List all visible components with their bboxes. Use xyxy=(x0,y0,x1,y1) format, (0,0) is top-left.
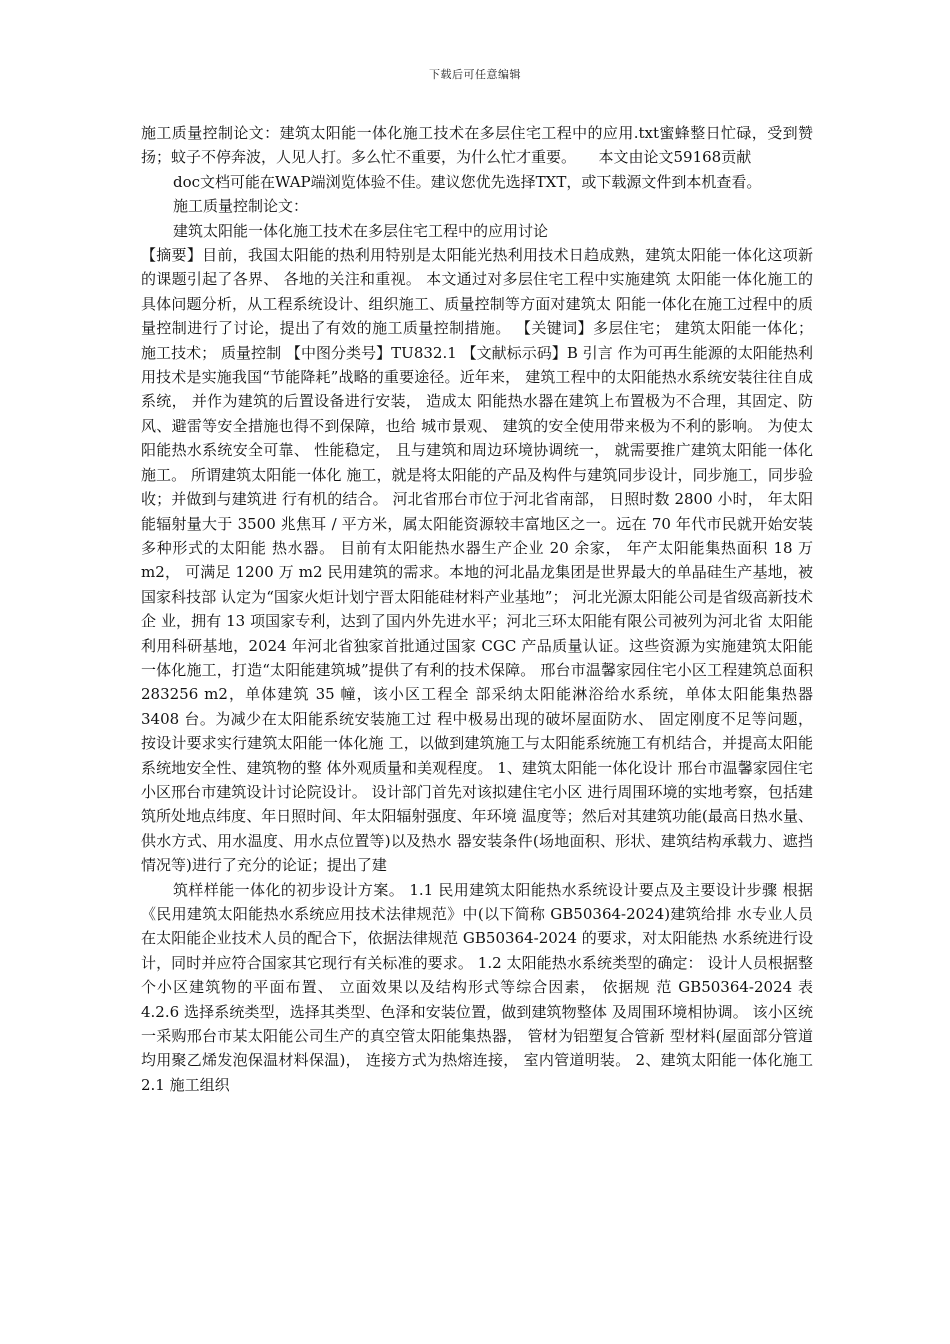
document-body xyxy=(141,121,813,1097)
paper-title-line1: 施工质量控制论文： xyxy=(173,197,309,216)
doc-note: doc文档可能在WAP端浏览体验不佳。建议您优先选择TXT，或下载源文件到本机查看。 xyxy=(173,172,762,191)
paper-title-line2: 建筑太阳能一体化施工技术在多层住宅工程中的应用讨论 xyxy=(173,221,549,240)
body-paragraph: 筑样样能一体化的初步设计方案。 1.1 民用建筑太阳能热水系统设计要点及主要设计步骤 根据《民用建筑太阳能热水系统应用技术法律规范》中(以下简称 GB50364-2024)建筑给排 水专业人员在太阳能企业技术人员的配合下，依据法律规范 GB50364-2024 的要求，对太阳能热 水系统进行设计，同时并应符合国家其它现行有关标准的要求。 1.2 太阳能热水系统类型的确定： 设计人员根据整个小区建筑物的平面布置、 立面效果以及结构形式等综合因素， 依据规 范 GB50364-2024 表 4.2.6 选择系统类型，选择其类型、色泽和安装位置，做到建筑物整体 及周围环境相协调。 该小区统一采购邢台市某太阳能公司生产的真空管太阳能集热器， 管材为铝塑复合管新 型材料(屋面部分管道均用聚乙烯发泡保温材料保温)， 连接方式为热熔连接， 室内管道明装。 2、建筑太阳能一体化施工 2.1 施工组织 xyxy=(141,880,813,1094)
page-header: 下载后可任意编辑 xyxy=(429,68,521,81)
intro-paragraph: 施工质量控制论文：建筑太阳能一体化施工技术在多层住宅工程中的应用.txt蜜蜂整日忙碌，受到赞扬；蚊子不停奔波，人见人打。多么忙不重要，为什么忙才重要。 本文由论文59168贡献 xyxy=(141,124,813,167)
abstract-paragraph: 【摘要】目前，我国太阳能的热利用特别是太阳能光热利用技术日趋成熟，建筑太阳能一体化这项新的课题引起了各界、 各地的关注和重视。 本文通过对多层住宅工程中实施建筑 太阳能一体化施工的具体问题分析，从工程系统设计、组织施工、质量控制等方面对建筑太 阳能一体化在施工过程中的质量控制进行了讨论，提出了有效的施工质量控制措施。 【关键词】多层住宅； 建筑太阳能一体化； 施工技术； 质量控制 【中图分类号】TU832.1 【文献标示码】B 引言 作为可再生能源的太阳能热利用技术是实施我国“节能降耗”战略的重要途径。近年来， 建筑工程中的太阳能热水系统安装往往自成系统， 并作为建筑的后置设备进行安装， 造成太 阳能热水器在建筑上布置极为不合理，其固定、防风、避雷等安全措施也得不到保障，也给 城市景观、 建筑的安全使用带来极为不利的影响。 为使太阳能热水系统安全可靠、 性能稳定， 且与建筑和周边环境协调统一， 就需要推广建筑太阳能一体化施工。 所谓建筑太阳能一体化 施工，就是将太阳能的产品及构件与建筑同步设计，同步施工，同步验收；并做到与建筑进 行有机的结合。 河北省邢台市位于河北省南部， 日照时数 2800 小时， 年太阳能辐射量大于 3500 兆焦耳 / 平方米，属太阳能资源较丰富地区之一。远在 70 年代市民就开始安装多种形式的太阳能 热水器。 目前有太阳能热水器生产企业 20 余家， 年产太阳能集热面积 18 万 m2， 可满足 1200 万 m2 民用建筑的需求。本地的河北晶龙集团是世界最大的单晶硅生产基地，被国家科技部 认定为“国家火炬计划宁晋太阳能硅材料产业基地”； 河北光源太阳能公司是省级高新技术企 业，拥有 13 项国家专利，达到了国内外先进水平；河北三环太阳能有限公司被列为河北省 太阳能利用科研基地，2024 年河北省独家首批通过国家 CGC 产品质量认证。这些资源为实施建筑太阳能一体化施工，打造“太阳能建筑城”提供了有利的技术保障。 邢台市温馨家园住宅小区工程建筑总面积 283256 m2，单体建筑 35 幢，该小区工程全 部采纳太阳能淋浴给水系统，单体太阳能集热器 3408 台。为减少在太阳能系统安装施工过 程中极易出现的破坏屋面防水、 固定刚度不足等问题， 按设计要求实行建筑太阳能一体化施 工，以做到建筑施工与太阳能系统施工有机结合，并提高太阳能系统地安全性、建筑物的整 体外观质量和美观程度。 1、建筑太阳能一体化设计 邢台市温馨家园住宅小区邢台市建筑设计讨论院设计。 设计部门首先对该拟建住宅小区 进行周围环境的实地考察，包括建筑所处地点纬度、年日照时间、年太阳辐射强度、年环境 温度等；然后对其建筑功能(最高日热水量、供水方式、用水温度、用水点位置等)以及热水 器安装条件(场地面积、形状、建筑结构承载力、遮挡情况等)进行了充分的论证；提出了建 xyxy=(141,246,813,875)
